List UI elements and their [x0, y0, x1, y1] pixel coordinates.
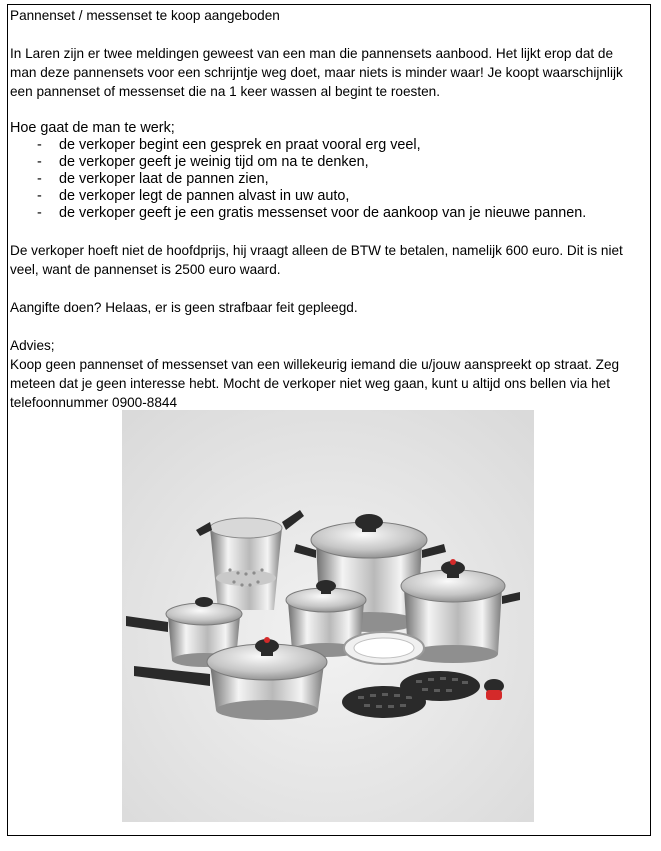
- intro-line-1: In Laren zijn er twee meldingen geweest van een man die pannensets aanbood. Het lijkt erop dat de: [10, 46, 614, 61]
- advice-line-1: Koop geen pannenset of messenset van een willekeurig iemand die u/jouw aanspreekt op straat. Zeg: [10, 357, 620, 372]
- cookware-set-photo: [122, 410, 534, 822]
- intro-line-3: een pannenset of messenset die na 1 keer wassen al begint te roesten.: [10, 84, 440, 99]
- bullet-dash: -: [37, 188, 42, 204]
- bullet-dash: -: [37, 171, 42, 187]
- report-line: Aangifte doen? Helaas, er is geen strafbaar feit gepleegd.: [10, 300, 358, 315]
- method-item: [10, 171, 645, 188]
- cookware-illustration: [122, 410, 534, 822]
- spare-lid-knob: [484, 679, 504, 700]
- advice-line-3: telefoonnummer 0900-8844: [10, 395, 178, 410]
- bullet-dash: -: [37, 137, 42, 153]
- bullet-dash: -: [37, 205, 42, 221]
- method-heading: Hoe gaat de man te werk;: [10, 120, 175, 136]
- bullet-dash: -: [37, 154, 42, 170]
- method-item-text: de verkoper legt de pannen alvast in uw auto,: [59, 188, 350, 204]
- method-item-text: de verkoper geeft je weinig tijd om na te denken,: [59, 154, 369, 170]
- method-item-text: de verkoper laat de pannen zien,: [59, 171, 269, 187]
- intro-line-2: man deze pannensets voor een schrijntje weg doet, maar niets is minder waar! Je koopt waarschijnlijk: [10, 65, 623, 80]
- advice-heading: Advies;: [10, 338, 55, 353]
- method-list: [10, 137, 645, 222]
- method-item-text: de verkoper geeft je een gratis messenset voor de aankoop van je nieuwe pannen.: [59, 205, 587, 221]
- method-item: [10, 154, 645, 171]
- glass-bowl: [344, 632, 424, 664]
- black-trivet-right: [400, 671, 480, 701]
- method-item-text: de verkoper begint een gesprek en praat vooral erg veel,: [59, 137, 421, 153]
- price-line-2: veel, want de pannenset is 2500 euro waard.: [10, 262, 281, 277]
- document-body: [10, 6, 645, 412]
- method-item: [10, 188, 645, 205]
- price-line-1: De verkoper hoeft niet de hoofdprijs, hij vraagt alleen de BTW te betalen, namelijk 600 euro. Dit is niet: [10, 243, 623, 258]
- advice-line-2: meteen dat je geen interesse hebt. Mocht de verkoper niet weg gaan, kunt u altijd ons bellen via het: [10, 376, 611, 391]
- method-item: [10, 205, 645, 222]
- document-title: Pannenset / messenset te koop aangeboden: [10, 8, 280, 23]
- method-item: [10, 137, 645, 154]
